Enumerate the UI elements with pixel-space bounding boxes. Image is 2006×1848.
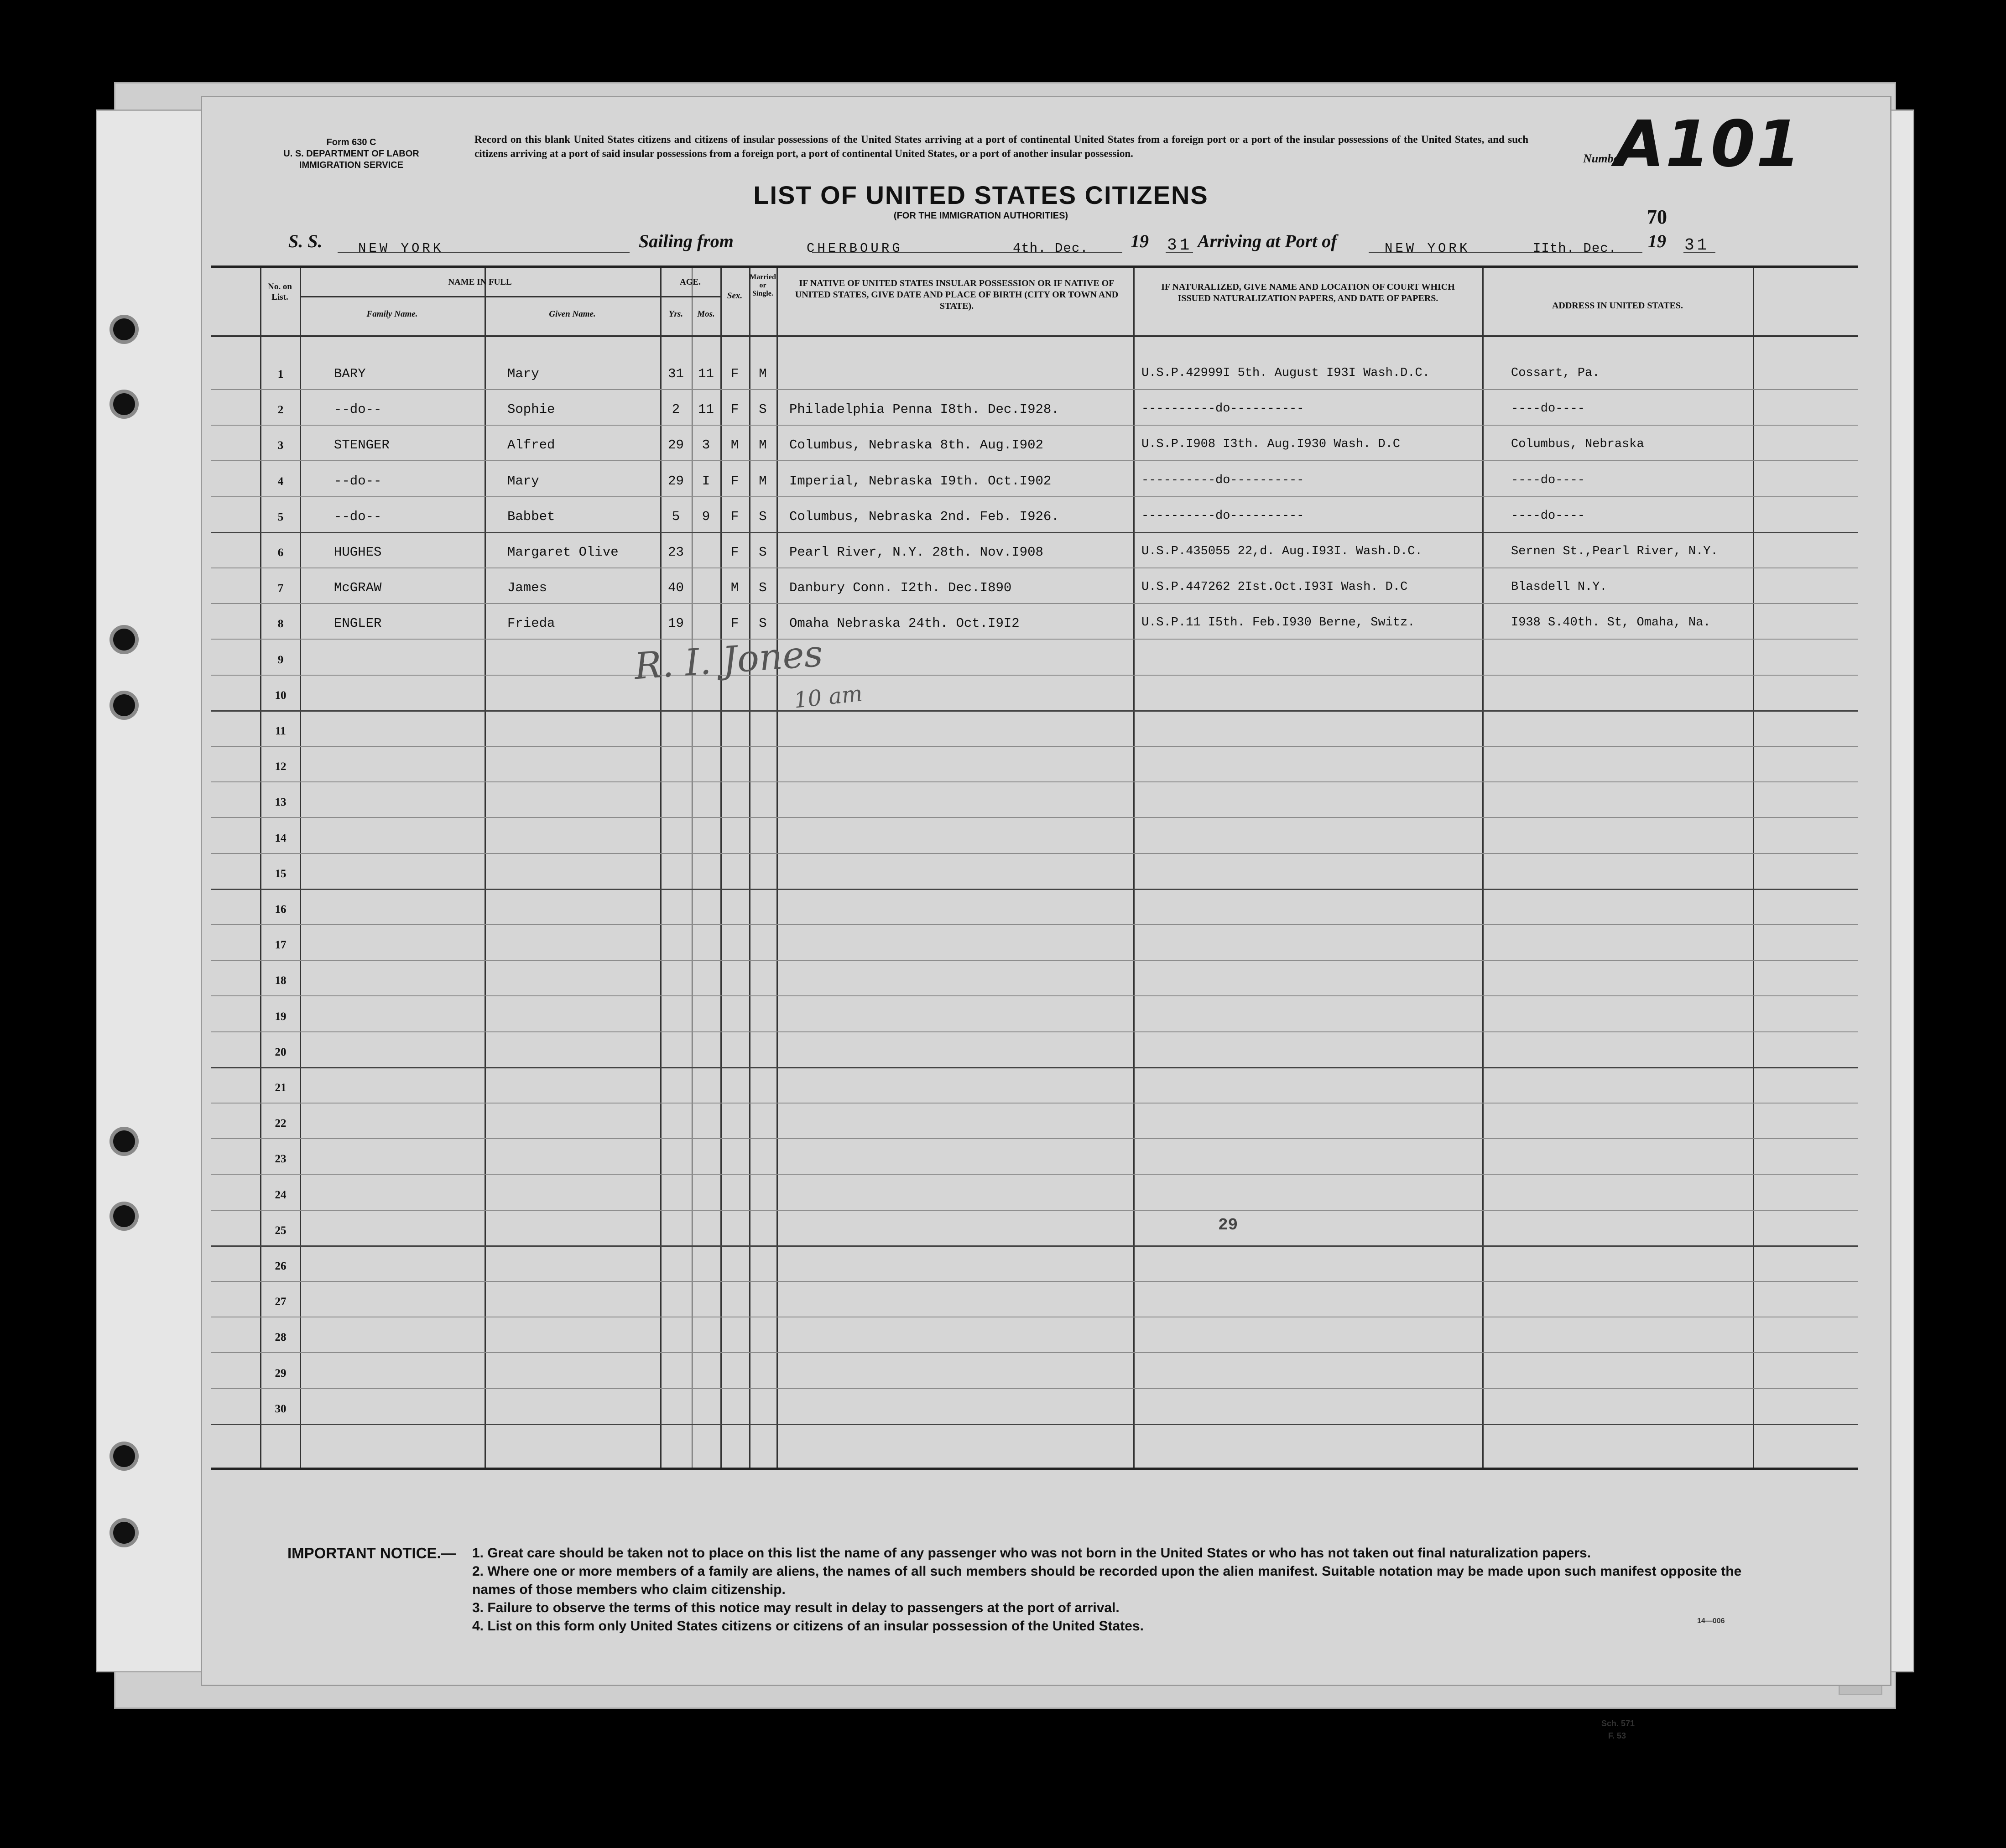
row-rule [211, 710, 1858, 712]
cell-sex: F [730, 616, 739, 631]
cell-naturalized: U.S.P.11 I5th. Feb.I930 Berne, Switz. [1141, 616, 1415, 630]
column-divider [776, 268, 778, 1468]
cell-given: Mary [507, 473, 539, 489]
row-rule [211, 960, 1858, 961]
binding-hole [113, 318, 135, 340]
row-number: 25 [275, 1224, 287, 1237]
header-naturalized: IF NATURALIZED, GIVE NAME AND LOCATION OF COURT WHICH ISSUED NATURALIZATION PAPERS, AND DATE OF PAPERS. [1161, 282, 1455, 303]
cell-married: S [759, 616, 767, 631]
cell-naturalized: U.S.P.I908 I3th. Aug.I930 Wash. D.C [1141, 437, 1401, 452]
cell-given: Margaret Olive [507, 545, 619, 560]
cell-sex: M [730, 437, 739, 453]
cell-yrs: 23 [668, 545, 684, 560]
cell-married: M [759, 366, 767, 381]
binding-hole [113, 629, 135, 651]
cell-birth: Imperial, Nebraska I9th. Oct.I902 [789, 473, 1052, 489]
cell-birth: Columbus, Nebraska 8th. Aug.I902 [789, 437, 1043, 453]
page-title: LIST OF UNITED STATES CITIZENS [753, 181, 1209, 209]
cell-given: Alfred [507, 437, 555, 453]
binding-hole [113, 1445, 135, 1467]
ship-name: NEW YORK [358, 241, 444, 256]
folio-number: F. 53 [1608, 1731, 1626, 1740]
cell-mos: 9 [702, 509, 710, 524]
cell-yrs: 29 [668, 437, 684, 453]
header-birth: IF NATIVE OF UNITED STATES INSULAR POSSESSION OR IF NATIVE OF UNITED STATES, GIVE DATE AND PLACE OF BIRTH (CITY OR TOWN AND STATE). [795, 278, 1119, 311]
cell-given: Frieda [507, 616, 555, 631]
cell-birth: Danbury Conn. I2th. Dec.I890 [789, 580, 1012, 596]
cell-sex: F [730, 402, 739, 417]
cell-married: M [759, 437, 767, 453]
binding-hole [113, 694, 135, 716]
cell-naturalized: U.S.P.435055 22,d. Aug.I93I. Wash.D.C. [1141, 545, 1422, 558]
cell-sex: F [730, 366, 739, 381]
cell-address: Cossart, Pa. [1511, 366, 1600, 380]
cell-address: ----do---- [1511, 473, 1585, 487]
row-rule [211, 532, 1858, 533]
cell-yrs: 40 [668, 580, 684, 596]
cell-naturalized: ----------do---------- [1141, 473, 1304, 487]
cell-yrs: 29 [668, 473, 684, 489]
cell-sex: F [730, 545, 739, 560]
cell-sex: F [730, 509, 739, 524]
cell-address: ----do---- [1511, 402, 1585, 416]
row-number: 12 [275, 760, 287, 773]
row-rule [211, 1103, 1858, 1104]
row-rule [211, 1281, 1858, 1282]
row-rule [211, 389, 1858, 390]
header-bottom-rule [211, 335, 1858, 337]
cell-birth: Philadelphia Penna I8th. Dec.I928. [789, 402, 1059, 417]
record-instructions: Record on this blank United States citizens and citizens of insular possessions of the United States arriving at a port of continental United States from a foreign port or a port of the insular possessions of the United States, and such citizens arriving at a port of said insular possessions from a foreign port, a port of continental United States, or a port of another insular possession. [474, 134, 1528, 159]
cell-married: S [759, 402, 767, 417]
cell-married: M [759, 473, 767, 489]
arrival-year: 31 [1684, 236, 1710, 255]
binding-hole [113, 393, 135, 415]
cell-family: --do-- [334, 402, 382, 417]
cell-married: S [759, 580, 767, 596]
cell-given: James [507, 580, 547, 596]
row-number: 21 [275, 1082, 287, 1094]
column-divider [1753, 268, 1754, 1468]
cell-given: Babbet [507, 509, 555, 524]
row-number: 19 [275, 1010, 287, 1023]
sailing-port: CHERBOURG [807, 241, 903, 256]
header-rule [660, 296, 720, 297]
cell-family: McGRAW [334, 580, 382, 596]
header-yrs: Yrs. [668, 309, 683, 319]
cell-family: --do-- [334, 509, 382, 524]
column-divider [1133, 268, 1135, 1468]
row-number: 13 [275, 796, 287, 809]
row-number: 14 [275, 832, 287, 844]
row-number: 3 [277, 439, 284, 452]
row-rule [211, 1067, 1858, 1068]
row-number: 10 [275, 689, 287, 702]
cell-address: Blasdell N.Y. [1511, 580, 1607, 594]
row-number: 24 [275, 1188, 287, 1201]
row-rule [211, 639, 1858, 640]
arrival-date: IIth. Dec. [1533, 241, 1617, 256]
cell-sex: F [730, 473, 739, 489]
notice-item-3: 3. Failure to observe the terms of this notice may result in delay to passengers at the port of arrival. [472, 1600, 1120, 1615]
row-number: 27 [275, 1296, 287, 1308]
passenger-table [211, 265, 1858, 1470]
cell-birth: Columbus, Nebraska 2nd. Feb. I926. [789, 509, 1059, 524]
header-address: ADDRESS IN UNITED STATES. [1552, 301, 1683, 311]
cell-address: Sernen St.,Pearl River, N.Y. [1511, 545, 1718, 558]
cell-yrs: 19 [668, 616, 684, 631]
stamp-number: 29 [1218, 1216, 1238, 1234]
cell-naturalized: U.S.P.447262 2Ist.Oct.I93I Wash. D.C [1141, 580, 1408, 594]
department-name: U. S. DEPARTMENT OF LABOR [283, 149, 419, 159]
row-number: 26 [275, 1260, 287, 1272]
row-rule [211, 1174, 1858, 1175]
header-given-name: Given Name. [549, 309, 596, 319]
header-age: AGE. [680, 277, 701, 287]
row-rule [211, 889, 1858, 890]
row-number: 1 [277, 368, 284, 380]
row-number: 29 [275, 1367, 287, 1379]
row-rule [211, 817, 1858, 818]
sailing-label: Sailing from [639, 231, 734, 251]
ss-label: S. S. [288, 231, 323, 251]
cell-mos: I [702, 473, 710, 489]
row-number: 17 [275, 939, 287, 952]
inspector-signature: R. I. Jones [633, 632, 824, 688]
cell-mos: 3 [702, 437, 710, 453]
row-rule [211, 567, 1858, 568]
form-identifier [269, 137, 433, 171]
row-number: 8 [277, 618, 284, 630]
service-name: IMMIGRATION SERVICE [299, 160, 404, 170]
cell-family: --do-- [334, 473, 382, 489]
column-divider [485, 268, 486, 1468]
row-rule [211, 1352, 1858, 1353]
header-rule [300, 296, 660, 297]
cell-address: Columbus, Nebraska [1511, 437, 1644, 452]
row-number: 11 [275, 725, 286, 737]
row-number: 2 [277, 404, 284, 416]
cell-address: ----do---- [1511, 509, 1585, 523]
row-number: 18 [275, 974, 287, 987]
row-number: 15 [275, 867, 287, 880]
list-number-handwritten: A101 [1615, 107, 1802, 182]
cell-yrs: 2 [672, 402, 680, 417]
header-married-or-single: Married or Single. [750, 273, 776, 297]
notice-heading: IMPORTANT NOTICE.— [287, 1545, 456, 1562]
cell-family: STENGER [334, 437, 390, 453]
row-rule [211, 1388, 1858, 1389]
row-rule [211, 1031, 1858, 1032]
cell-yrs: 31 [668, 366, 684, 381]
cell-married: S [759, 509, 767, 524]
cell-naturalized: ----------do---------- [1141, 509, 1304, 523]
form-code: 14—006 [1697, 1617, 1725, 1625]
arrival-port: NEW YORK [1385, 241, 1470, 256]
row-number: 22 [275, 1117, 287, 1130]
header-family-name: Family Name. [366, 309, 418, 319]
sailing-date: 4th. Dec. [1013, 241, 1089, 256]
row-number: 30 [275, 1402, 287, 1415]
row-rule [211, 496, 1858, 497]
cell-family: ENGLER [334, 616, 382, 631]
page-subtitle: (FOR THE IMMIGRATION AUTHORITIES) [893, 211, 1068, 221]
row-rule [211, 746, 1858, 747]
row-rule [211, 1138, 1858, 1139]
row-rule [211, 781, 1858, 782]
row-rule [211, 1424, 1858, 1425]
cell-sex: M [730, 580, 739, 596]
row-rule [211, 1210, 1858, 1211]
page-number: 70 [1647, 206, 1667, 228]
column-divider [1482, 268, 1484, 1468]
row-rule [211, 425, 1858, 426]
inspection-time: 10 am [792, 681, 864, 713]
row-rule [211, 603, 1858, 604]
row-number: 4 [277, 475, 284, 488]
header-no-on-list: No. on List. [268, 282, 292, 302]
header-name-in-full: NAME IN FULL [448, 277, 512, 287]
row-rule [211, 675, 1858, 676]
cell-family: BARY [334, 366, 366, 381]
arrival-year-prefix: 19 [1648, 231, 1666, 251]
cell-married: S [759, 545, 767, 560]
binding-hole [113, 1522, 135, 1544]
schedule-number: Sch. 571 [1601, 1719, 1635, 1728]
row-rule [211, 995, 1858, 996]
row-number: 20 [275, 1046, 287, 1058]
row-rule [211, 1245, 1858, 1247]
binding-hole [113, 1205, 135, 1227]
cell-address: I938 S.40th. St, Omaha, Na. [1511, 616, 1711, 630]
cell-given: Sophie [507, 402, 555, 417]
row-rule [211, 460, 1858, 461]
notice-item-1: 1. Great care should be taken not to place on this list the name of any passenger who was not born in the United States or who has not taken out final naturalization papers. [472, 1546, 1591, 1561]
cell-naturalized: U.S.P.42999I 5th. August I93I Wash.D.C. [1141, 366, 1430, 380]
row-rule [211, 924, 1858, 925]
row-rule [211, 853, 1858, 854]
cell-birth: Omaha Nebraska 24th. Oct.I9I2 [789, 616, 1020, 631]
header-sex: Sex. [727, 291, 743, 301]
cell-naturalized: ----------do---------- [1141, 402, 1304, 416]
cell-yrs: 5 [672, 509, 680, 524]
cell-mos: 11 [698, 402, 714, 417]
notice-item-4: 4. List on this form only United States citizens or citizens of an insular possession of the United States. [472, 1619, 1144, 1634]
row-number: 23 [275, 1153, 287, 1166]
cell-birth: Pearl River, N.Y. 28th. Nov.I908 [789, 545, 1043, 560]
sailing-year-prefix: 19 [1131, 231, 1149, 251]
cell-family: HUGHES [334, 545, 382, 560]
number-label: Number [1583, 152, 1624, 165]
notice-item-2: 2. Where one or more members of a family are aliens, the names of all such members should be recorded upon the alien manifest. Suitable notation may be made upon such manifest opposite the names of those members who claim citizenship. [472, 1564, 1742, 1597]
row-number: 5 [277, 510, 284, 523]
row-number: 7 [277, 582, 284, 595]
header-mos: Mos. [697, 309, 715, 319]
row-number: 16 [275, 903, 287, 916]
form-number: Form 630 C [326, 137, 376, 147]
arriving-label: Arriving at Port of [1198, 231, 1337, 251]
binding-hole [113, 1130, 135, 1152]
row-number: 6 [277, 547, 284, 559]
row-number: 28 [275, 1331, 287, 1344]
row-number: 9 [277, 653, 284, 666]
cell-mos: 11 [698, 366, 714, 381]
cell-given: Mary [507, 366, 539, 381]
sailing-year: 31 [1167, 236, 1193, 255]
